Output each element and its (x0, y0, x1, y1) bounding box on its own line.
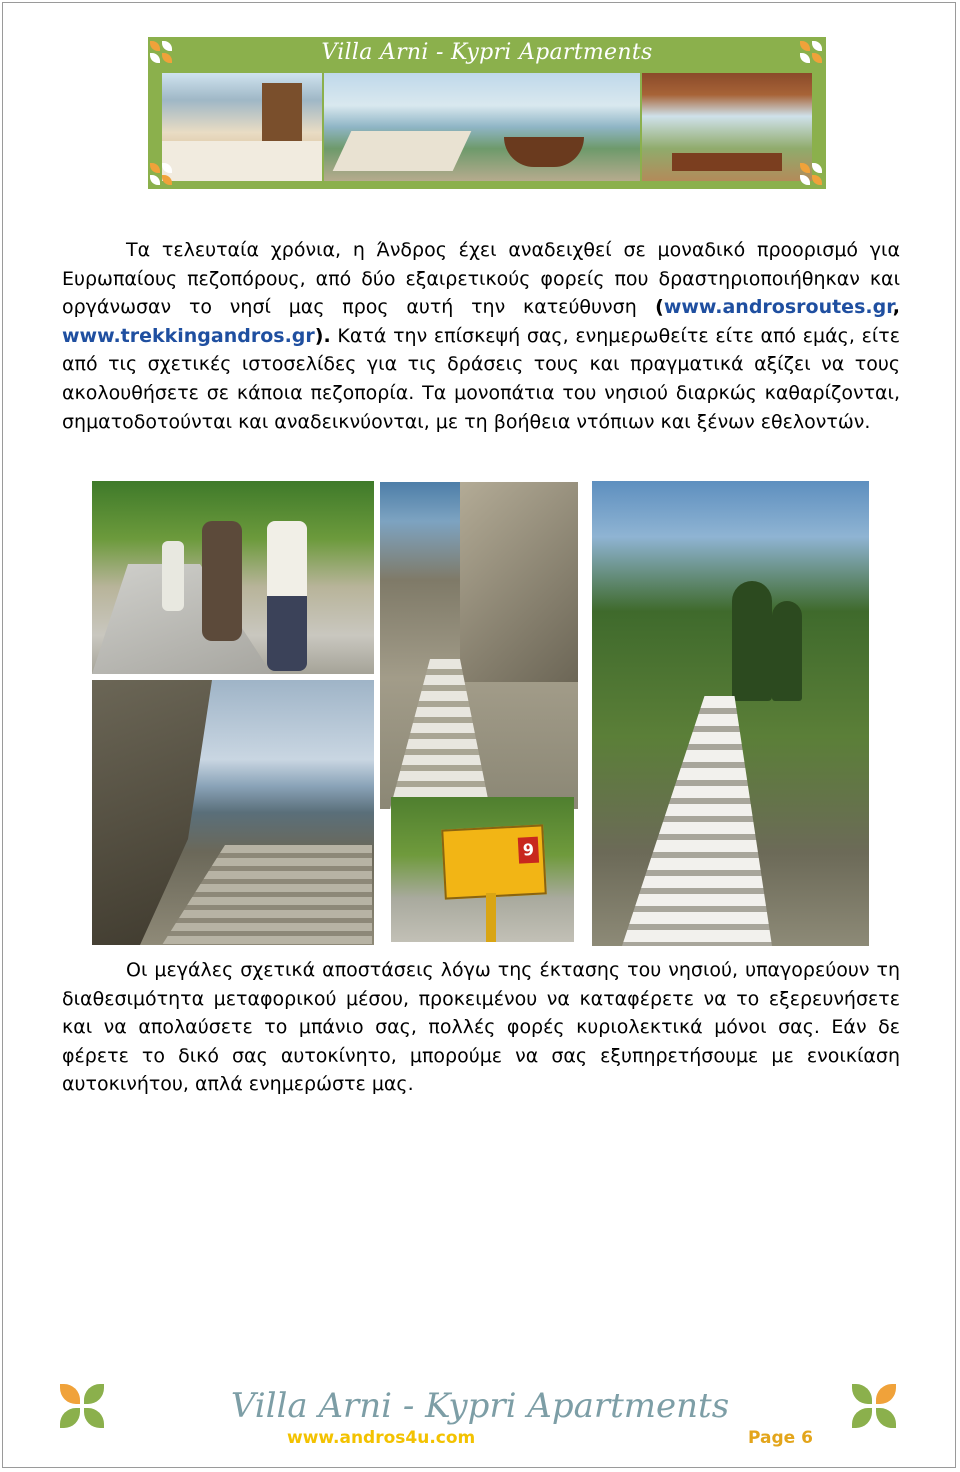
paren-open: ( (636, 296, 664, 319)
footer-title: Villa Arni - Kypri Apartments (230, 1386, 730, 1426)
flower-icon (800, 41, 824, 65)
bedroom-photo (162, 73, 322, 181)
flower-icon (150, 41, 174, 65)
intro-paragraph (62, 236, 900, 436)
intro-rest-text: Κατά την επίσκεψή σας, ενημερωθείτε είτε από εμάς, είτε από τις σχετικές ιστοσελίδες για τις δράσεις τους και πραγματικά αξίζει να τους ακολουθήσετε σε κάποια πεζοπορία. Τα μονοπάτια του νησιού διαρκώς καθαρίζονται, σηματοδοτούνται και αναδεικνύονται, με τη βοήθεια ντόπιων και ξένων εθελοντών. (62, 324, 900, 433)
sea-stairs-photo (92, 680, 374, 945)
header-banner (148, 37, 826, 189)
intro-text: Τα τελευταία χρόνια, η Άνδρος έχει αναδειχθεί σε μοναδικό προορισμό για Ευρωπαίους πεζοπόρους, από δύο εξαιρετικούς φορείς που δραστηριοποιήθηκαν και οργάνωσαν το νησί μας προς αυτή την κατεύθυνση (62, 239, 900, 319)
footer-website-link[interactable]: www.andros4u.com (287, 1428, 476, 1448)
trail-sign (441, 824, 547, 899)
androsroutes-link[interactable]: www.androsroutes.gr (663, 296, 893, 319)
flower-icon (150, 163, 174, 187)
transport-text: Οι μεγάλες σχετικά αποστάσεις λόγω της έκτασης του νησιού, υπαγορεύουν τη διαθεσιμότητα μεταφορικού μέσου, προκειμένου να καταφέρετε να το εξερευνήσετε και να απολαύσετε το μπάνιο σας, πολλές φορές κυριολεκτικά μόνοι σας. Εάν δε φέρετε το δικό σας αυτοκίνητο, μπορούμε να σας εξυπηρετήσουμε με ενοικίαση αυτοκινήτου, απλά ενημερώστε μας. (62, 959, 900, 1096)
sea-view-photo (324, 73, 640, 181)
stone-stairs-photo (380, 482, 578, 809)
trail-number: 9 (518, 837, 539, 864)
transport-paragraph (62, 956, 900, 1099)
page-number: Page 6 (748, 1428, 813, 1448)
trekkingandros-link[interactable]: www.trekkingandros.gr (62, 324, 315, 347)
paren-close: ). (314, 324, 331, 347)
trail-sign-photo (391, 797, 574, 942)
header-title: Villa Arni - Kypri Apartments (321, 40, 653, 65)
comma: , (892, 296, 900, 319)
terrace-photo (642, 73, 812, 181)
flower-icon (800, 163, 824, 187)
donkey-hike-photo (92, 481, 374, 674)
white-stairs-photo (592, 481, 869, 946)
